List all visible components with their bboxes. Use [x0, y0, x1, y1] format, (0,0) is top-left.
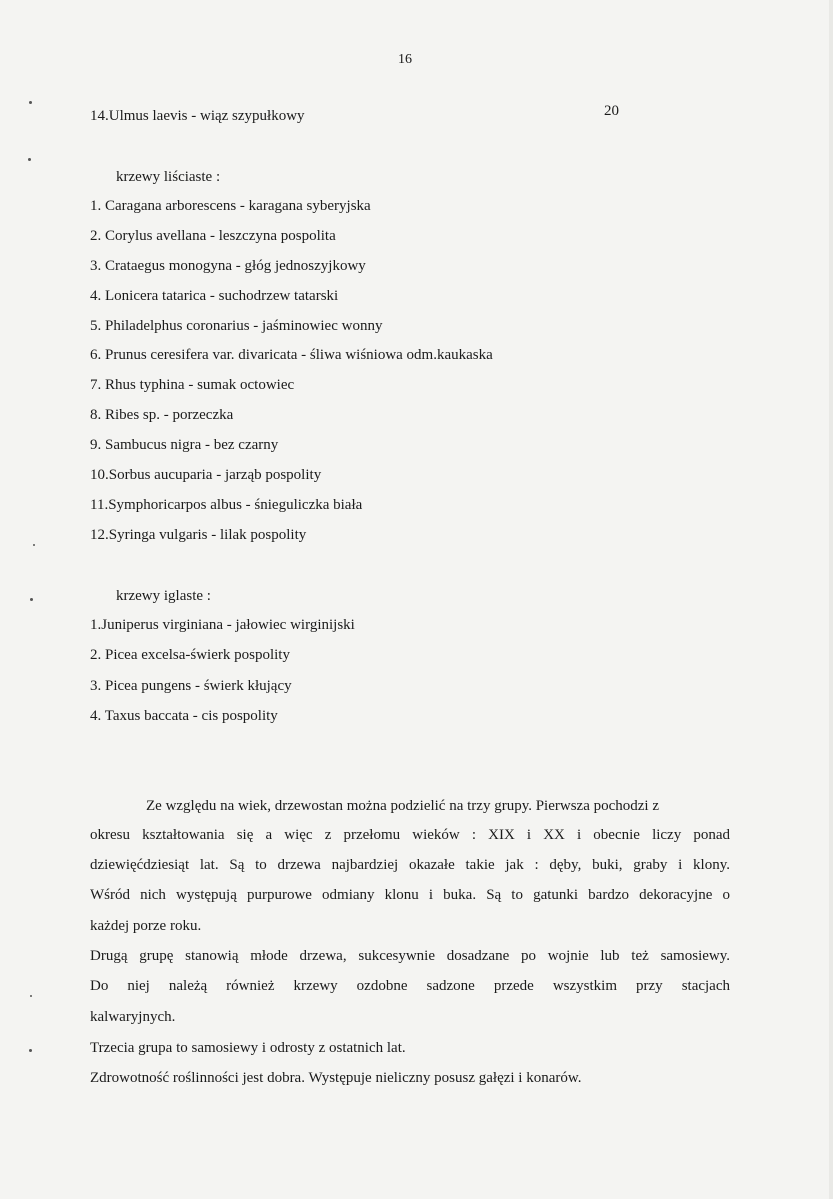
scan-speck	[30, 598, 33, 601]
deciduous-item: 6. Prunus ceresifera var. divaricata - śliwa wiśniowa odm.kaukaska	[90, 347, 493, 363]
deciduous-item: 2. Corylus avellana - leszczyna pospolita	[90, 228, 336, 244]
scan-speck	[28, 158, 31, 161]
scan-edge	[829, 0, 833, 1199]
deciduous-item: 5. Philadelphus coronarius - jaśminowiec wonny	[90, 318, 383, 334]
deciduous-item: 12.Syringa vulgaris - lilak pospolity	[90, 527, 307, 543]
scan-speck	[33, 544, 35, 546]
paragraph-line: Ze względu na wiek, drzewostan można podzielić na trzy grupy. Pierwsza pochodzi z	[146, 798, 660, 814]
deciduous-item: 7. Rhus typhina - sumak octowiec	[90, 377, 295, 393]
deciduous-item: 3. Crataegus monogyna - głóg jednoszyjkowy	[90, 258, 366, 274]
paragraph-line: każdej porze roku.	[90, 918, 202, 934]
deciduous-item: 1. Caragana arborescens - karagana syberyjska	[90, 198, 371, 214]
deciduous-item: 10.Sorbus aucuparia - jarząb pospolity	[90, 467, 322, 483]
paragraph-line: Wśród nich występują purpurowe odmiany klonu i buka. Są to gatunki bardzo dekoracyjne o	[90, 887, 730, 903]
scan-speck	[29, 1049, 32, 1052]
scan-speck	[29, 101, 32, 104]
deciduous-item: 9. Sambucus nigra - bez czarny	[90, 437, 279, 453]
deciduous-heading: krzewy liściaste :	[116, 169, 221, 185]
conifer-item: 2. Picea excelsa-świerk pospolity	[90, 647, 290, 663]
conifer-item: 1.Juniperus virginiana - jałowiec wirginijski	[90, 617, 355, 633]
list-item-ulmus: 14.Ulmus laevis - wiąz szypułkowy	[90, 108, 305, 124]
paragraph-line: kalwaryjnych.	[90, 1009, 176, 1025]
paragraph-line: Drugą grupę stanowią młode drzewa, sukcesywnie dosadzane po wojnie lub też samosiewy.	[90, 948, 730, 964]
deciduous-item: 8. Ribes sp. - porzeczka	[90, 407, 234, 423]
scan-speck	[30, 995, 32, 997]
deciduous-item: 4. Lonicera tatarica - suchodrzew tatarski	[90, 288, 339, 304]
paragraph-line: dziewięćdziesiąt lat. Są to drzewa najbardziej okazałe takie jak : dęby, buki, graby i klony.	[90, 857, 730, 873]
paragraph-line: Trzecia grupa to samosiewy i odrosty z ostatnich lat.	[90, 1040, 406, 1056]
page-number: 16	[398, 52, 412, 67]
entry-number: 20	[604, 103, 619, 119]
conifer-item: 4. Taxus baccata - cis pospolity	[90, 708, 278, 724]
paragraph-line: okresu kształtowania się a więc z przełomu wieków : XIX i XX i obecnie liczy ponad	[90, 827, 730, 843]
paragraph-line: Do niej należą również krzewy ozdobne sadzone przede wszystkim przy stacjach	[90, 978, 730, 994]
paragraph-line: Zdrowotność roślinności jest dobra. Występuje nieliczny posusz gałęzi i konarów.	[90, 1070, 582, 1086]
conifer-heading: krzewy iglaste :	[116, 588, 211, 604]
deciduous-item: 11.Symphoricarpos albus - śnieguliczka biała	[90, 497, 363, 513]
conifer-item: 3. Picea pungens - świerk kłujący	[90, 678, 292, 694]
